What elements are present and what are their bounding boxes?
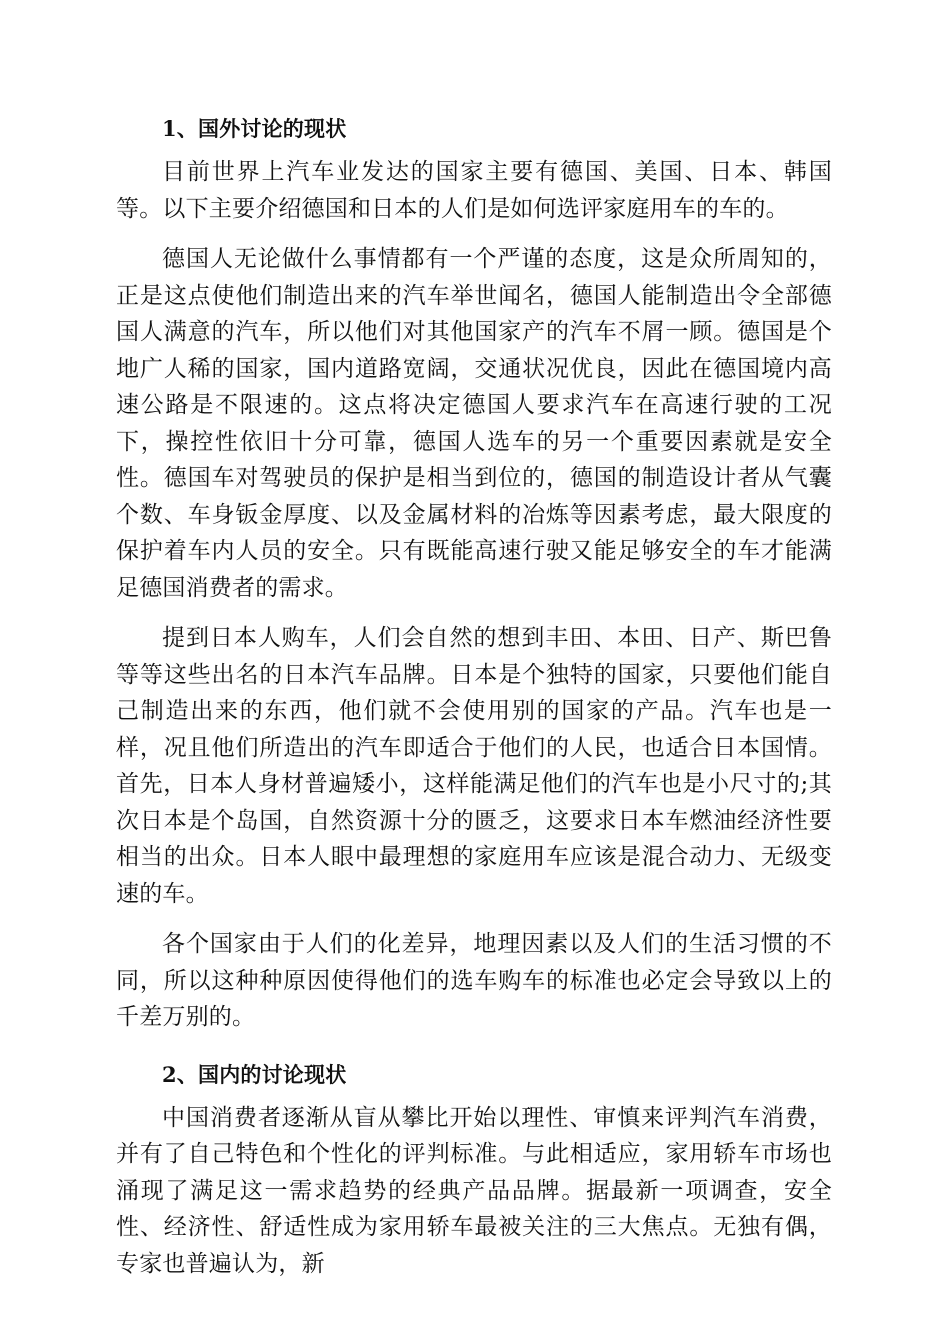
section-heading: 1、国外讨论的现状 (162, 116, 347, 141)
document-page (116, 104, 832, 1282)
paragraph: 德国人无论做什么事情都有一个严谨的态度，这是众所周知的，正是这点使他们制造出来的汽车举世闻名，德国人能制造出令全部德国人满意的汽车，所以他们对其他国家产的汽车不屑一顾。德国是个地广人稀的国家，国内道路宽阔，交通状况优良，因此在德国境内高速公路是不限速的。这点将决定德国人要求汽车在高速行驶的工况下，操控性依旧十分可靠，德国人选车的另一个重要因素就是安全性。德国车对驾驶员的保护是相当到位的，德国的制造设计者从气囊个数、车身钣金厚度、以及金属材料的冶炼等因素考虑，最大限度的保护着车内人员的安全。只有既能高速行驶又能足够安全的车才能满足德国消费者的需求。 (116, 246, 832, 601)
paragraph: 中国消费者逐渐从盲从攀比开始以理性、审慎来评判汽车消费，并有了自己特色和个性化的评判标准。与此相适应，家用轿车市场也涌现了满足这一需求趋势的经典产品品牌。据最新一项调查，安全性、经济性、舒适性成为家用轿车最被关注的三大焦点。无独有偶，专家也普遍认为，新 (116, 1104, 832, 1277)
paragraph: 提到日本人购车，人们会自然的想到丰田、本田、日产、斯巴鲁等等这些出名的日本汽车品牌。日本是个独特的国家，只要他们能自己制造出来的东西，他们就不会使用别的国家的产品。汽车也是一样，况且他们所造出的汽车即适合于他们的人民，也适合日本国情。首先，日本人身材普遍矮小，这样能满足他们的汽车也是小尺寸的;其次日本是个岛国，自然资源十分的匮乏，这要求日本车燃油经济性要相当的出众。日本人眼中最理想的家庭用车应该是混合动力、无级变速的车。 (116, 625, 832, 907)
section-domestic-research (116, 1050, 832, 1283)
paragraph: 各个国家由于人们的化差异，地理因素以及人们的生活习惯的不同，所以这种种原因使得他们的选车购车的标准也必定会导致以上的千差万别的。 (116, 931, 832, 1030)
section-heading: 2、国内的讨论现状 (162, 1061, 347, 1087)
paragraph: 目前世界上汽车业发达的国家主要有德国、美国、日本、韩国等。以下主要介绍德国和日本的人们是如何选评家庭用车的车的。 (116, 159, 832, 222)
section-foreign-research (116, 104, 832, 1036)
